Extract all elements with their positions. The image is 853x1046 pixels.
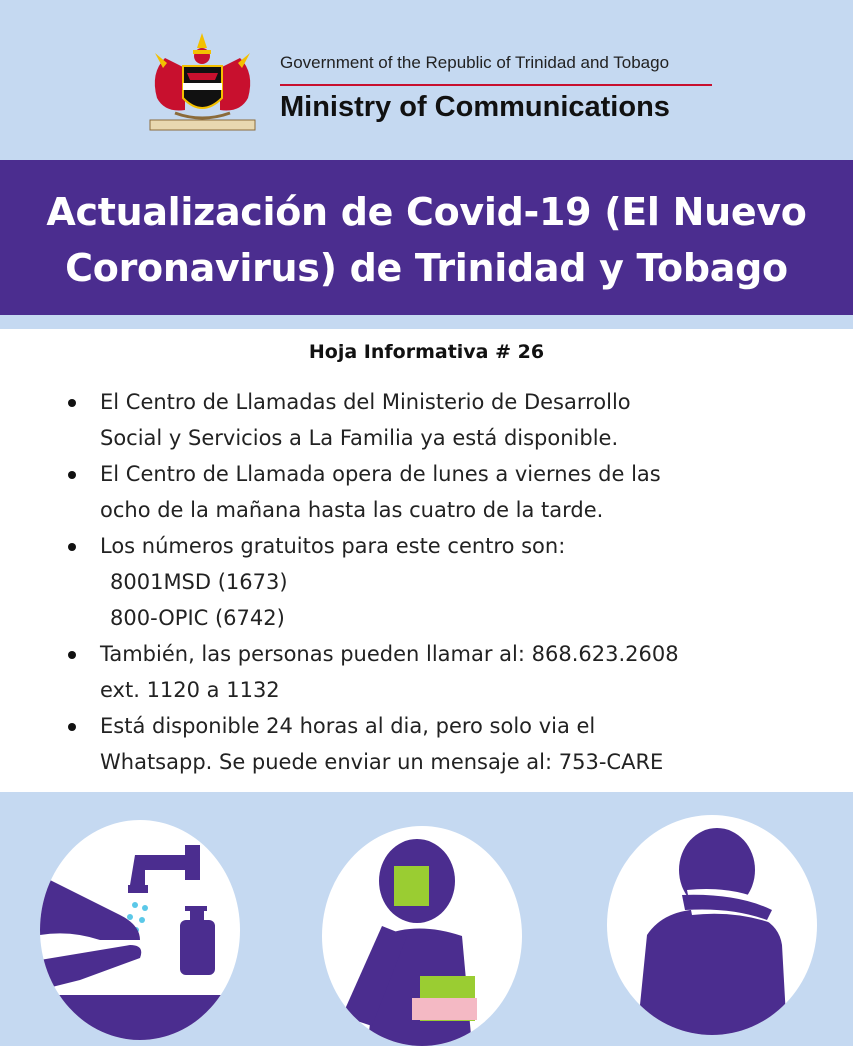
list-item	[62, 384, 822, 456]
bullet-line: ocho de la mañana hasta las cuatro de la tarde.	[100, 498, 604, 522]
bullet-line: Social y Servicios a La Familia ya está disponible.	[100, 426, 619, 450]
page-title	[0, 184, 853, 296]
list-item	[62, 636, 822, 708]
bullet-line: Está disponible 24 horas al dia, pero solo via el	[100, 714, 596, 738]
phone-number: 8001MSD (1673)	[110, 570, 288, 594]
government-name: Government of the Republic of Trinidad and Tobago	[280, 53, 670, 72]
bullet-line: Whatsapp. Se puede enviar un mensaje al: 753-CARE	[100, 750, 664, 774]
bullet-line: El Centro de Llamadas del Ministerio de Desarrollo	[100, 390, 631, 414]
fact-sheet-subtitle: Hoja Informativa # 26	[308, 341, 545, 363]
phone-number: 800-OPIC (6742)	[110, 606, 285, 630]
bullet-line: Los números gratuitos para este centro son:	[100, 534, 566, 558]
list-item	[62, 528, 822, 636]
header-divider	[280, 84, 712, 86]
info-list	[62, 384, 822, 780]
list-item	[62, 456, 822, 528]
cough-into-tissue-icon	[322, 826, 522, 1046]
bullet-line: También, las personas pueden llamar al: 868.623.2608	[100, 642, 679, 666]
ministry-name: Ministry of Communications	[280, 91, 670, 123]
bullet-line: El Centro de Llamada opera de lunes a viernes de las	[100, 462, 661, 486]
cough-into-elbow-icon	[607, 815, 817, 1035]
title-line-1: Actualización de Covid-19 (El Nuevo	[46, 190, 807, 234]
coat-of-arms-icon	[145, 28, 260, 134]
header	[0, 0, 853, 160]
bullet-line: ext. 1120 a 1132	[100, 678, 280, 702]
divider-strip	[0, 315, 853, 329]
bullet-icon	[68, 543, 76, 551]
bullet-icon	[68, 399, 76, 407]
list-item	[62, 708, 822, 780]
bullet-icon	[68, 723, 76, 731]
handwashing-icon	[40, 820, 240, 1040]
title-line-2: Coronavirus) de Trinidad y Tobago	[65, 246, 788, 290]
bullet-icon	[68, 651, 76, 659]
bullet-icon	[68, 471, 76, 479]
